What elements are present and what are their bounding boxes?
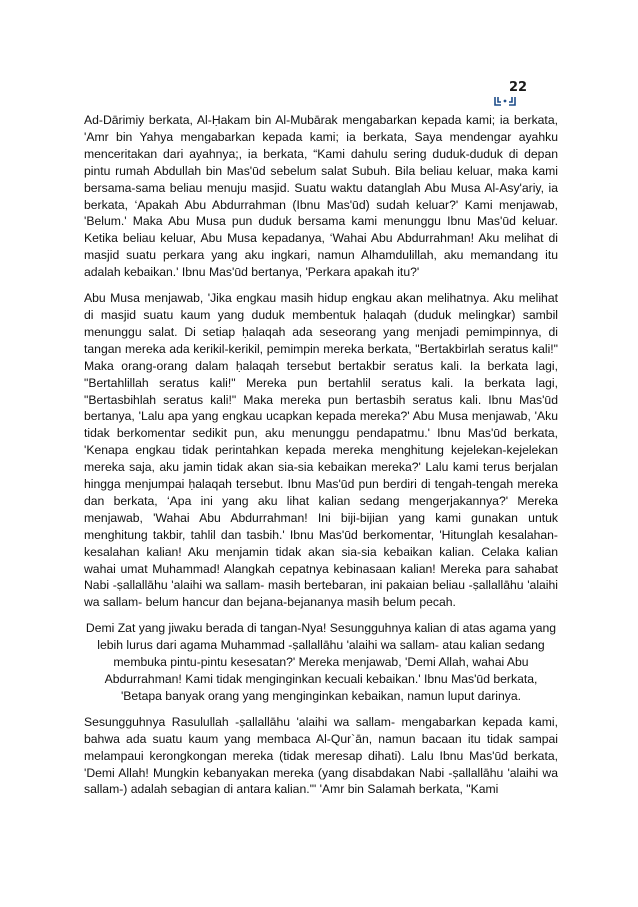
paragraph-hadith-intro: Ad-Dārimiy berkata, Al-Ḥakam bin Al-Mubārak mengabarkan kepada kami; ia berkata, 'Amr bin Yahya mengabarkan kepada kami; ia berkata, Saya mendengar ayahku menceritakan dari ayahnya;, ia berkata, “Kami dahulu sering duduk-duduk di depan pintu rumah Abdullah bin Mas'ūd sebelum salat Subuh. Bila beliau keluar, maka kami bersama-sama beliau menuju masjid. Suatu waktu datanglah Abu Musa Al-Asy'ariy, ia berkata, ‘Apakah Abu Abdurrahman (Ibnu Mas'ūd) sudah keluar?' Kami menjawab, 'Belum.' Maka Abu Musa pun duduk bersama kami menunggu Ibnu Mas'ūd keluar. Ketika beliau keluar, Abu Musa kepadanya, ‘Wahai Abu Abdurrahman! Aku melihat di masjid suatu perkara yang aku ingkari, namun Alhamdulillah, aku memandang itu adalah kebaikan.' Ibnu Mas'ūd bertanya, 'Perkara apakah itu?' [84, 113, 558, 280]
paragraph-rasulullah-report: Sesungguhnya Rasulullah -ṣallallāhu 'alaihi wa sallam- mengabarkan kepada kami, bahwa ada suatu kaum yang membaca Al-Qur`ān, namun bacaan itu tidak sampai melampaui kerongkongan mereka (tidak meresap dihati). Lalu Ibnu Mas'ūd berkata, 'Demi Allah! Mungkin kebanyakan mereka (yang disabdakan Nabi -ṣallallāhu 'alaihi wa sallam-) adalah sebagian di antara kalian.'" 'Amr bin Salamah berkata, "Kami [84, 714, 558, 797]
paragraph-abu-musa-answer: Abu Musa menjawab, 'Jika engkau masih hidup engkau akan melihatnya. Aku melihat di masjid suatu kaum yang duduk membentuk ḥalaqah (duduk melingkar) sambil menunggu salat. Di setiap ḥalaqah ada seseorang yang menjadi pemimpinnya, di tangan mereka ada kerikil-kerikil, pemimpin mereka berkata, "Bertakbirlah seratus kali!" Maka orang-orang dalam ḥalaqah tersebut bertakbir seratus kali. Ia berkata lagi, "Bertahlillah seratus kali!" Mereka pun bertahlil seratus kali. Ia berkata lagi, "Bertasbihlah seratus kali!" Maka mereka pun bertasbih seratus kali. Ibnu Mas'ūd bertanya, 'Lalu apa yang engkau ucapkan kepada mereka?' Abu Musa menjawab, 'Aku tidak berkomentar sedikit pun, aku menunggu pendapatmu.' Ibnu Mas'ūd berkata, 'Kenapa engkau tidak perintahkan kepada mereka menghitung kejelekan-kejelekan mereka saja, aku jamin tidak akan sia-sia kebaikan mereka?' Lalu kami terus berjalan hingga menjumpai ḥalaqah tersebut. Ibnu Mas'ūd pun berdiri di tengah-tengah mereka dan berkata, ‘Apa ini yang aku lihat kalian sedang mengerjakannya?' Mereka menjawab, 'Wahai Abu Abdurrahman! Ini biji-bijian yang kami gunakan untuk menghitung takbir, tahlil dan tasbih.' Ibnu Mas'ūd berkomentar, 'Hitunglah kesalahan-kesalahan kalian! Aku menjamin tidak akan sia-sia kebaikan kalian. Celaka kalian wahai umat Muhammad! Alangkah cepatnya kebinasaan kalian! Mereka para sahabat Nabi -ṣallallāhu 'alaihi wa sallam- masih bertebaran, ini pakaian beliau -ṣallallāhu 'alaihi wa sallam- belum hancur dan bejana-bejananya masih belum pecah. [84, 291, 558, 610]
paragraph-oath-quote: Demi Zat yang jiwaku berada di tangan-Nya! Sesungguhnya kalian di atas agama yang lebih lurus dari agama Muhammad -ṣallallāhu 'alaihi wa sallam- atau kalian sedang membuka pintu-pintu kesesatan?' Mereka menjawab, 'Demi Allah, wahai Abu Abdurrahman! Kami tidak menginginkan kecuali kebaikan.' Ibnu Mas'ūd berkata, 'Betapa banyak orang yang menginginkan kebaikan, namun luput darinya. [85, 621, 557, 703]
page-number: 22 [509, 80, 528, 95]
page-body [84, 112, 558, 807]
page-ornament-icon [494, 96, 516, 106]
